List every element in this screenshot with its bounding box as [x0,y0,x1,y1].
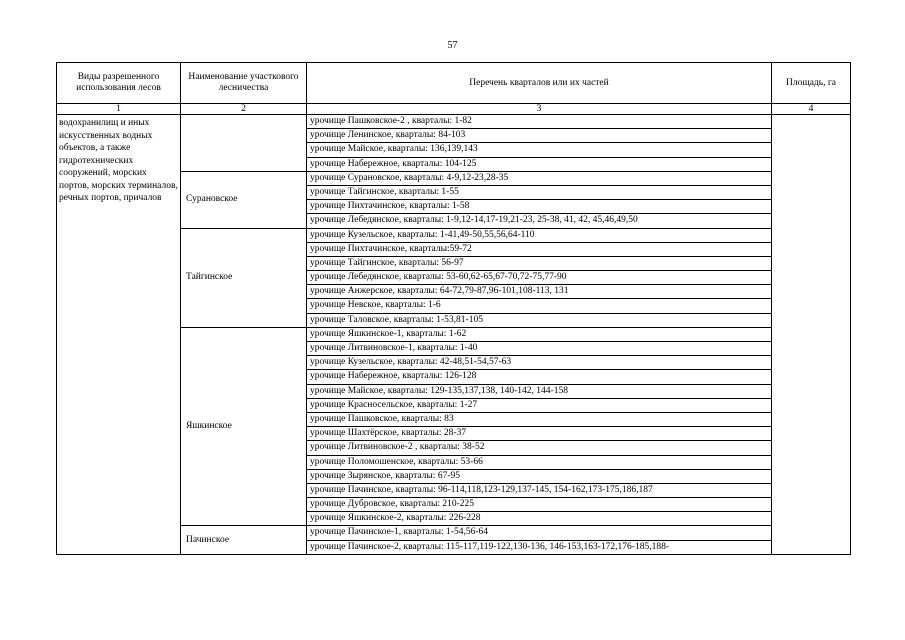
page-number: 57 [447,40,458,51]
quarters-list-cell: урочище Кузельское, кварталы: 42-48,51-54,57-63 [307,356,772,370]
quarters-list-cell: урочище Пихтачинское, кварталы: 1-58 [307,200,772,214]
quarters-list-cell: урочище Пашковское, кварталы: 83 [307,412,772,426]
quarters-list-cell: урочище Набережное, кварталы: 104-125 [307,157,772,171]
quarters-list-cell: урочище Яшкинское-1, кварталы: 1-62 [307,327,772,341]
table-body [57,115,851,555]
usage-type-cell: водохранилищ и иных искусственных водных объектов, а также гидротехнических сооружений, морских портов, морских терминалов, речных портов, причалов [57,115,181,555]
quarters-list-cell: урочище Кузельское, кварталы: 1-41,49-50,55,56,64-110 [307,228,772,242]
header-row [57,63,851,104]
quarters-list-cell: урочище Пачинское-2, кварталы: 115-117,119-122,130-136, 146-153,163-172,176-185,188- [307,540,772,554]
column-number: 3 [307,104,772,115]
quarters-list-cell: урочище Красносельское, кварталы: 1-27 [307,398,772,412]
quarters-list-cell: урочище Сурановское, кварталы: 4-9,12-23,28-35 [307,171,772,185]
quarters-list-cell: урочище Ленинское, кварталы: 84-103 [307,129,772,143]
quarters-list-cell: урочище Майское, кварталы: 136,139,143 [307,143,772,157]
header-usage-types: Виды разрешенного использования лесов [57,63,181,104]
quarters-list-cell: урочище Анжерское, кварталы: 64-72,79-87,96-101,108-113, 131 [307,285,772,299]
forestry-name-cell: Тайгинское [181,228,307,327]
quarters-list-cell: урочище Пашковское-2 , кварталы: 1-82 [307,115,772,129]
quarters-list-cell: урочище Таловское, кварталы: 1-53,81-105 [307,313,772,327]
forestry-name-cell: Яшкинское [181,327,307,526]
quarters-list-cell: урочище Поломошенское, кварталы: 53-66 [307,455,772,469]
quarters-list-cell: урочище Набережное, кварталы: 126-128 [307,370,772,384]
quarters-list-cell: урочище Пихтачинское, кварталы:59-72 [307,242,772,256]
header-area: Площадь, га [772,63,851,104]
quarters-list-cell: урочище Тайгинское, кварталы: 56-97 [307,256,772,270]
quarters-list-cell: урочище Шахтёрское, кварталы: 28-37 [307,427,772,441]
quarters-list-cell: урочище Лебедянское, кварталы: 53-60,62-65,67-70,72-75,77-90 [307,271,772,285]
quarters-list-cell: урочище Майское, кварталы: 129-135,137,138, 140-142, 144-158 [307,384,772,398]
column-number-row [57,104,851,115]
column-number: 2 [181,104,307,115]
quarters-list-cell: урочище Тайгинское, кварталы: 1-55 [307,185,772,199]
quarters-list-cell: урочище Яшкинское-2, кварталы: 226-228 [307,512,772,526]
forestry-name-cell [181,115,307,172]
quarters-list-cell: урочище Невское, кварталы: 1-6 [307,299,772,313]
quarters-list-cell: урочище Пачинское, кварталы: 96-114,118,123-129,137-145, 154-162,173-175,186,187 [307,483,772,497]
quarters-list-cell: урочище Лебедянское, кварталы: 1-9,12-14,17-19,21-23, 25-38, 41, 42, 45,46,49,50 [307,214,772,228]
forestry-name-cell: Пачинское [181,526,307,554]
header-quarters-list: Перечень кварталов или их частей [307,63,772,104]
quarters-list-cell: урочище Зырянское, кварталы: 67-95 [307,469,772,483]
column-number: 4 [772,104,851,115]
quarters-list-cell: урочище Пачинское-1, кварталы: 1-54,56-64 [307,526,772,540]
area-cell [772,115,851,555]
table-row [57,115,851,129]
forest-usage-table [56,62,851,555]
quarters-list-cell: урочище Дубровское, кварталы: 210-225 [307,498,772,512]
forestry-name-cell: Сурановское [181,171,307,228]
quarters-list-cell: урочище Литвиновское-1, кварталы: 1-40 [307,342,772,356]
quarters-list-cell: урочище Литвиновское-2 , кварталы: 38-52 [307,441,772,455]
column-number: 1 [57,104,181,115]
header-forestry-name: Наименование участкового лесничества [181,63,307,104]
